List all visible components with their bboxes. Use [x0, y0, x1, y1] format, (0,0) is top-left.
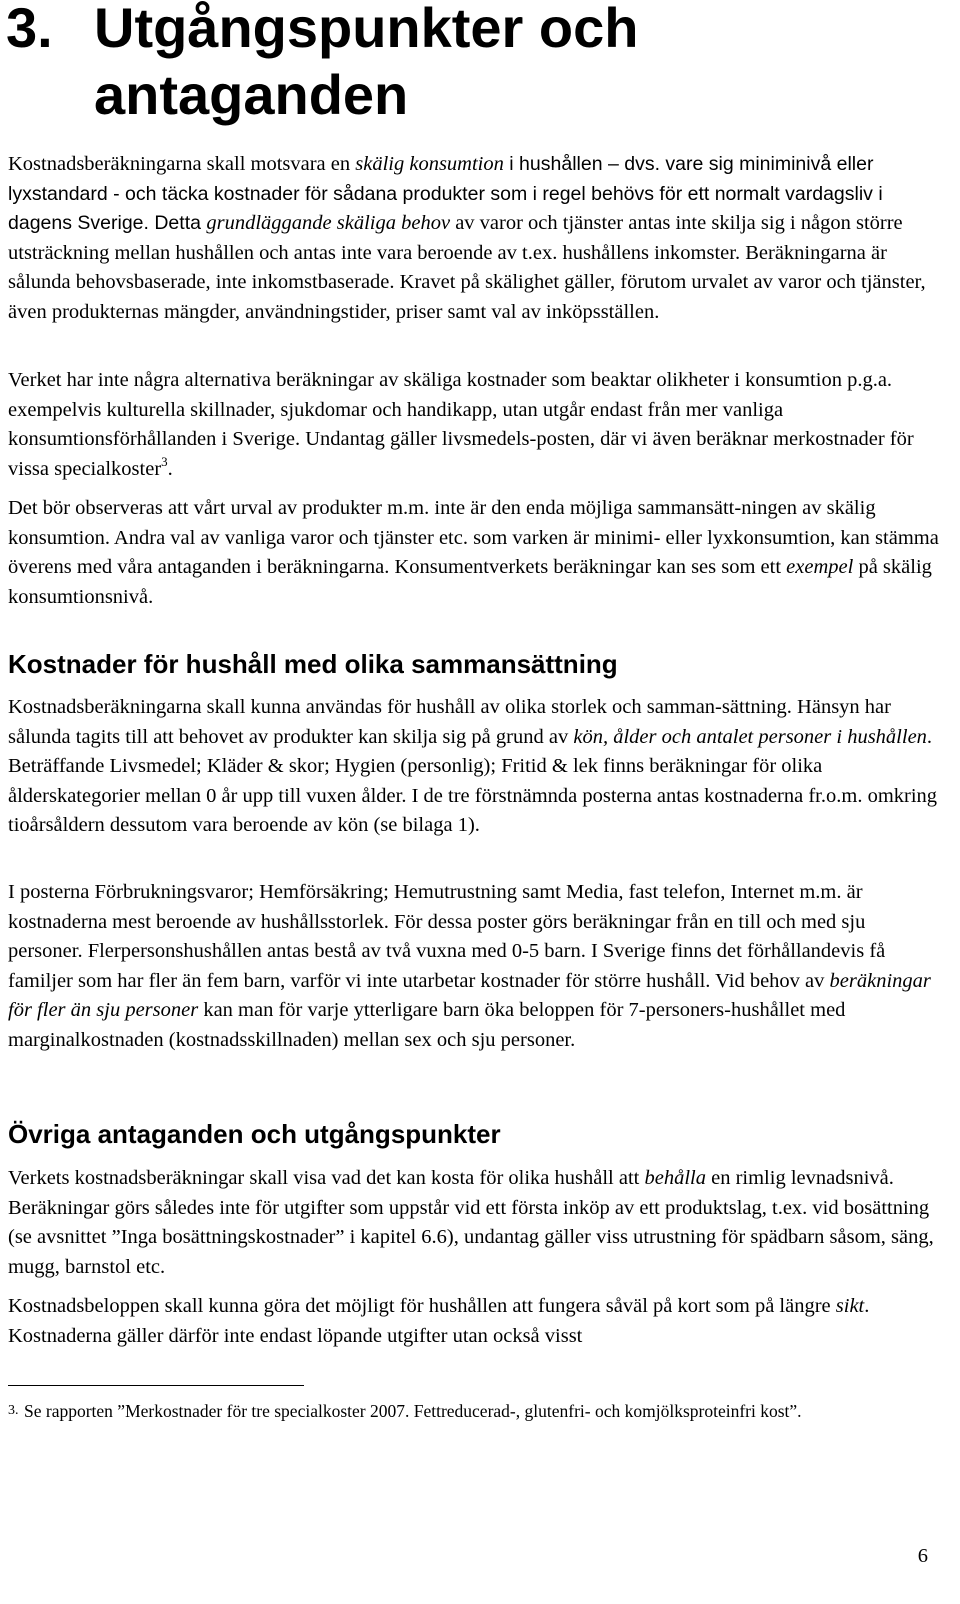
section2-paragraph-1: Verkets kostnadsberäkningar skall visa vad det kan kosta för olika hushåll att behålla en rimlig levnadsnivå. Beräkningar görs således inte för utgifter som uppstår vid ett första inköp av ett produktslag, t.ex. vid bosättning (se avsnittet ”Inga bosättningskostnader” i kapitel 6.6), undantag gäller viss utrustning för spädbarn såsom, säng, mugg, barnstol etc.: [8, 1167, 934, 1278]
chapter-title-text: Utgångspunkter och antaganden: [94, 0, 639, 126]
section1-paragraph-2: I posterna Förbrukningsvaror; Hemförsäkring; Hemutrustning samt Media, fast telefon, Internet m.m. är kostnaderna mest beroende av hushållsstorlek. För dessa poster görs beräkningar från en till och med sju personer. Flerpersonshushållen antas bestå av två vuxna med 0-5 barn. I Sverige finns det förhållandevis få familjer som har fler än fem barn, varför vi inte utarbetar kostnader för större hushåll. Vid behov av beräkningar för fler än sju personer kan man för varje ytterligare barn öka beloppen för 7-personers-hushållet med marginalkostnaden (kostnadsskillnaden) mellan sex och sju personer.: [8, 881, 931, 1051]
section-heading-other-assumptions: Övriga antaganden och utgångspunkter: [8, 1119, 501, 1149]
chapter-title: [6, 0, 914, 128]
footnote: [8, 1399, 938, 1423]
section1-paragraph-1: Kostnadsberäkningarna skall kunna användas för hushåll av olika storlek och samman-sättning. Hänsyn har sålunda tagits till att behovet av produkter kan skilja sig på grund av kön, ålder och antalet personer i hushållen. Beträffande Livsmedel; Kläder & skor; Hygien (personlig); Fritid & lek finns beräkningar för olika ålderskategorier mellan 0 år upp till vuxen ålder. I de tre förstnämnda posterna antas kostnaderna fr.o.m. omkring tioårsåldern dessutom vara beroende av kön (se bilaga 1).: [8, 696, 938, 836]
section2-paragraph-2: Kostnadsbeloppen skall kunna göra det möjligt för hushållen att fungera såväl på kort som på längre sikt. Kostnaderna gäller därför inte endast löpande utgifter utan också visst: [8, 1295, 870, 1347]
intro-paragraph-2: Verket har inte några alternativa beräkningar av skäliga kostnader som beaktar olikheter i konsumtion p.g.a. exempelvis kulturella skillnader, sjukdomar och handikapp, utan utgår endast från mer vanliga konsumtionsförhållanden i Sverige. Undantag gäller livsmedels-posten, där vi även beräknar merkostnader för vissa specialkoster$^3$.: [8, 369, 914, 480]
intro-paragraph-1: Kostnadsberäkningarna skall motsvara en skälig konsumtion i hushållen – dvs. vare sig miniminivå eller lyxstandard - och täcka kostnader för sådana produkter som i regel behövs för ett normalt vardagsliv i dagens Sverige. Detta grundläggande skäliga behov av varor och tjänster antas inte skilja sig i någon större utsträckning mellan hushållen och antas inte vara beroende av t.ex. hushållens inkomster. Beräkningarna är sålunda behovsbaserade, inte inkomstbaserade. Kravet på skälighet gäller, förutom urvalet av varor och tjänster, även produkternas mängder, användningstider, priser samt val av inköpsställen.: [8, 153, 926, 323]
chapter-number: 3.: [6, 0, 53, 59]
intro-paragraph-3: Det bör observeras att vårt urval av produkter m.m. inte är den enda möjliga sammansätt-ningen av skälig konsumtion. Andra val av vanliga varor och tjänster etc. som varken är minimi- eller lyxkonsumtion, kan stämma överens med våra antaganden i beräkningarna. Konsumentverkets beräkningar kan ses som ett exempel på skälig konsumtionsnivå.: [8, 497, 939, 608]
footnote-text: Se rapporten ”Merkostnader för tre specialkoster 2007. Fettreducerad-, glutenfri- och komjölksproteinfri kost”.: [24, 1401, 802, 1421]
section-heading-household-composition: Kostnader för hushåll med olika sammansättning: [8, 649, 618, 679]
page-number: 6: [917, 1545, 928, 1567]
footnote-separator: [8, 1385, 304, 1386]
footnote-reference: 3: [161, 453, 168, 469]
footnote-number: 3.: [8, 1403, 19, 1418]
